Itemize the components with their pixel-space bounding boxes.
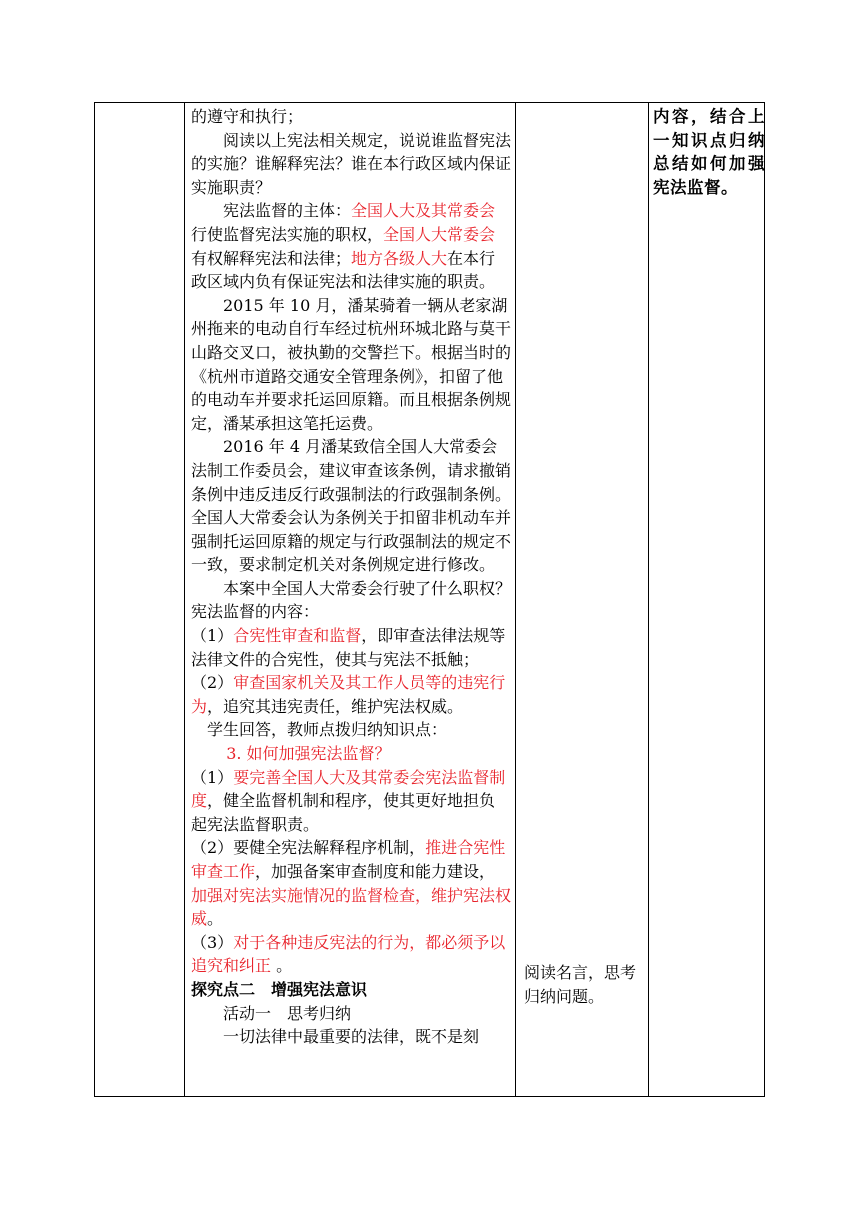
question-paragraph: 本案中全国人大常委会行驶了什么职权？ <box>223 578 512 598</box>
list-item: （1）要完善全国人大及其常委会宪法监督制度，健全监督机制和程序，使其更好地担负起宪法监督职责。 <box>191 767 506 834</box>
teaching-content-cell <box>185 103 515 1096</box>
paragraph: 学生回答，教师点拨归纳知识点： <box>207 720 448 740</box>
list-item: （3）对于各种违反宪法的行为，都必须予以追究和纠正 。 <box>191 932 506 976</box>
paragraph: 一切法律中最重要的法律，既不是刻 <box>223 1027 480 1047</box>
question-paragraph: 阅读以上宪法相关规定，说说谁监督宪法的实施？谁解释宪法？谁在本行政区域内保证实施职责？ <box>191 130 512 197</box>
student-activity-cell <box>520 961 649 1008</box>
activity-heading: 活动一 思考归纳 <box>223 1003 352 1023</box>
student-activity-text: 阅读名言，思考归纳问题。 <box>524 963 637 1006</box>
knowledge-point-heading: 3. 如何加强宪法监督？ <box>226 744 391 764</box>
list-item: （2）审查国家机关及其工作人员等的违宪行为，追究其违宪责任，维护宪法权威。 <box>191 673 506 716</box>
case-paragraph: 2015 年 10 月，潘某骑着一辆从老家湖州拖来的电动自行车经过杭州环城北路与莫干山路交叉口，被执勤的交警拦下。根据当时的《杭州市道路交通安全管理条例》，扣留了他的电动车并要求托运回原籍。而且根据条例规定，潘某承担这笔托运费。 <box>191 295 512 433</box>
list-item: （1）合宪性审查和监督，即审查法律法规等法律文件的合宪性，使其与宪法不抵触； <box>191 626 506 669</box>
design-intent-text: 内容，结合上一知识点归纳总结如何加强宪法监督。 <box>653 107 765 197</box>
supervision-subject-paragraph: 宪法监督的主体：全国人大及其常委会行使监督宪法实施的职权，全国人大常委会有权解释宪法和法律；地方各级人大在本行政区域内负有保证宪法和法律实施的职责。 <box>191 201 496 292</box>
column-divider <box>648 103 649 1096</box>
case-paragraph: 2016 年 4 月潘某致信全国人大常委会法制工作委员会，建议审查该条例，请求撤销条例中违反违反行政强制法的行政强制条例。全国人大常委会认为条例关于扣留非机动车并强制托运回原籍的规定与行政强制法的规定不一致，要求制定机关对条例规定进行修改。 <box>191 437 512 575</box>
column-divider <box>515 103 516 1096</box>
design-intent-cell <box>651 105 765 199</box>
section-heading: 探究点二 增强宪法意识 <box>191 979 368 999</box>
list-item: （2）要健全宪法解释程序机制，推进合宪性审查工作，加强备案审查制度和能力建设，加强对宪法实施情况的监督检查，维护宪法权威。 <box>191 838 512 929</box>
paragraph: 的遵守和执行； <box>191 107 304 126</box>
supervision-content-heading: 宪法监督的内容： <box>191 602 320 622</box>
lesson-table <box>94 102 765 1097</box>
